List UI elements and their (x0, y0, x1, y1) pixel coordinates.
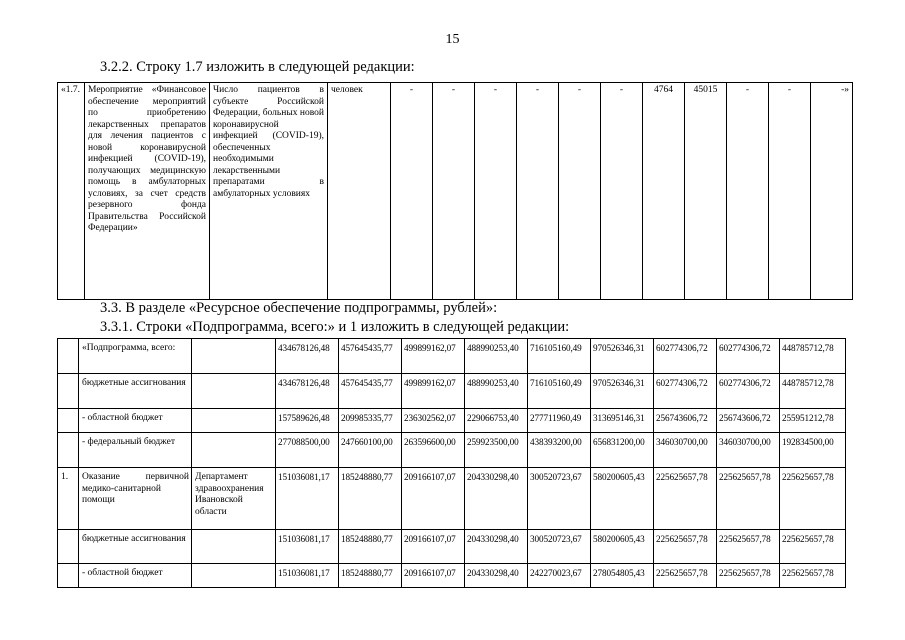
cell-amount: 225625657,78 (780, 530, 846, 564)
cell-amount: 499899162,07 (402, 374, 465, 409)
cell-unit: человек (328, 83, 391, 300)
cell-amount: 151036081,17 (276, 468, 339, 530)
cell-name: бюджетные ассигнования (79, 374, 192, 409)
cell-amount: 204330298,40 (465, 564, 528, 588)
cell-amount: 256743606,72 (654, 409, 717, 433)
cell-amount: 185248880,77 (339, 468, 402, 530)
cell-executor (192, 374, 276, 409)
cell-name: - федеральный бюджет (79, 433, 192, 468)
cell-name: «Подпрограмма, всего: (79, 339, 192, 374)
cell-amount: 157589626,48 (276, 409, 339, 433)
cell-amount: 225625657,78 (717, 564, 780, 588)
cell-row-number: «1.7. (58, 83, 85, 300)
cell-amount: 255951212,78 (780, 409, 846, 433)
table-row (58, 409, 846, 433)
cell-value: - (727, 83, 769, 300)
cell-amount: 300520723,67 (528, 468, 591, 530)
cell-value: 4764 (643, 83, 685, 300)
section-heading-3-2-2: 3.2.2. Строку 1.7 изложить в следующей редакции: (100, 59, 415, 75)
cell-executor (192, 339, 276, 374)
cell-value: - (433, 83, 475, 300)
table-row (58, 339, 846, 374)
cell-amount: 225625657,78 (780, 564, 846, 588)
cell-amount: 434678126,48 (276, 374, 339, 409)
cell-amount: 438393200,00 (528, 433, 591, 468)
cell-amount: 225625657,78 (654, 530, 717, 564)
cell-name: - областной бюджет (79, 409, 192, 433)
cell-amount: 277711960,49 (528, 409, 591, 433)
cell-amount: 580200605,43 (591, 530, 654, 564)
cell-amount: 716105160,49 (528, 339, 591, 374)
cell-amount: 602774306,72 (717, 339, 780, 374)
cell-amount: 204330298,40 (465, 530, 528, 564)
cell-amount: 209166107,07 (402, 468, 465, 530)
cell-amount: 225625657,78 (717, 530, 780, 564)
cell-value: - (391, 83, 433, 300)
cell-amount: 225625657,78 (654, 468, 717, 530)
cell-amount: 259923500,00 (465, 433, 528, 468)
cell-amount: 602774306,72 (654, 339, 717, 374)
cell-amount: 209166107,07 (402, 564, 465, 588)
cell-executor (192, 564, 276, 588)
cell-value: - (601, 83, 643, 300)
cell-amount: 225625657,78 (717, 468, 780, 530)
cell-row-number (58, 433, 79, 468)
cell-amount: 242270023,67 (528, 564, 591, 588)
cell-row-number (58, 564, 79, 588)
cell-executor (192, 409, 276, 433)
cell-amount: 488990253,40 (465, 339, 528, 374)
cell-name: Оказание первичной медико-санитарной помощи (79, 468, 192, 530)
table-row (58, 433, 846, 468)
cell-amount: 970526346,31 (591, 339, 654, 374)
cell-amount: 457645435,77 (339, 339, 402, 374)
cell-amount: 457645435,77 (339, 374, 402, 409)
cell-amount: 204330298,40 (465, 468, 528, 530)
cell-row-number (58, 409, 79, 433)
section-heading-3-3: 3.3. В разделе «Ресурсное обеспечение подпрограммы, рублей»: (100, 300, 498, 316)
cell-value: - (559, 83, 601, 300)
cell-amount: 716105160,49 (528, 374, 591, 409)
cell-amount: 448785712,78 (780, 339, 846, 374)
cell-amount: 313695146,31 (591, 409, 654, 433)
cell-amount: 225625657,78 (780, 468, 846, 530)
table-row (58, 468, 846, 530)
cell-row-number (58, 374, 79, 409)
cell-event-name: Мероприятие «Финансовое обеспечение мероприятий по приобретению лекарственных препаратов для лечения пациентов с новой коронавирусной инфекцией (COVID-19), получающих медицинскую помощь в амбулаторных условиях, за счет средств резервного фонда Правительства Российской Федерации» (85, 83, 210, 300)
cell-amount: 602774306,72 (717, 374, 780, 409)
cell-amount: 970526346,31 (591, 374, 654, 409)
cell-amount: 434678126,48 (276, 339, 339, 374)
cell-name: - областной бюджет (79, 564, 192, 588)
cell-amount: 209166107,07 (402, 530, 465, 564)
cell-amount: 229066753,40 (465, 409, 528, 433)
table-row (58, 374, 846, 409)
cell-amount: 448785712,78 (780, 374, 846, 409)
cell-amount: 192834500,00 (780, 433, 846, 468)
cell-executor (192, 530, 276, 564)
cell-amount: 300520723,67 (528, 530, 591, 564)
cell-row-number (58, 530, 79, 564)
cell-executor (192, 433, 276, 468)
cell-amount: 346030700,00 (654, 433, 717, 468)
cell-value: 45015 (685, 83, 727, 300)
cell-value: - (475, 83, 517, 300)
cell-row-number: 1. (58, 468, 79, 530)
cell-amount: 151036081,17 (276, 564, 339, 588)
cell-amount: 151036081,17 (276, 530, 339, 564)
cell-amount: 209985335,77 (339, 409, 402, 433)
table-row-1-7 (57, 82, 853, 300)
cell-amount: 580200605,43 (591, 468, 654, 530)
cell-row-number (58, 339, 79, 374)
cell-amount: 236302562,07 (402, 409, 465, 433)
section-heading-3-3-1: 3.3.1. Строки «Подпрограмма, всего:» и 1 изложить в следующей редакции: (100, 319, 570, 335)
cell-amount: 256743606,72 (717, 409, 780, 433)
table-row (58, 564, 846, 588)
cell-indicator: Число пациентов в субъекте Российской Федерации, больных новой коронавирусной инфекцией (COVID-19), обеспеченных необходимыми лекарственными препаратами в амбулаторных условиях (210, 83, 328, 300)
cell-amount: 185248880,77 (339, 530, 402, 564)
page-number: 15 (445, 32, 460, 47)
cell-amount: 225625657,78 (654, 564, 717, 588)
resource-table (57, 338, 846, 588)
cell-amount: 263596600,00 (402, 433, 465, 468)
cell-executor: Департамент здравоохранения Ивановской области (192, 468, 276, 530)
cell-name: бюджетные ассигнования (79, 530, 192, 564)
cell-value: -» (811, 83, 853, 300)
cell-amount: 247660100,00 (339, 433, 402, 468)
cell-amount: 656831200,00 (591, 433, 654, 468)
cell-value: - (517, 83, 559, 300)
cell-value: - (769, 83, 811, 300)
cell-amount: 488990253,40 (465, 374, 528, 409)
cell-amount: 185248880,77 (339, 564, 402, 588)
cell-amount: 277088500,00 (276, 433, 339, 468)
cell-amount: 278054805,43 (591, 564, 654, 588)
cell-amount: 346030700,00 (717, 433, 780, 468)
cell-amount: 499899162,07 (402, 339, 465, 374)
cell-amount: 602774306,72 (654, 374, 717, 409)
table-row (58, 530, 846, 564)
